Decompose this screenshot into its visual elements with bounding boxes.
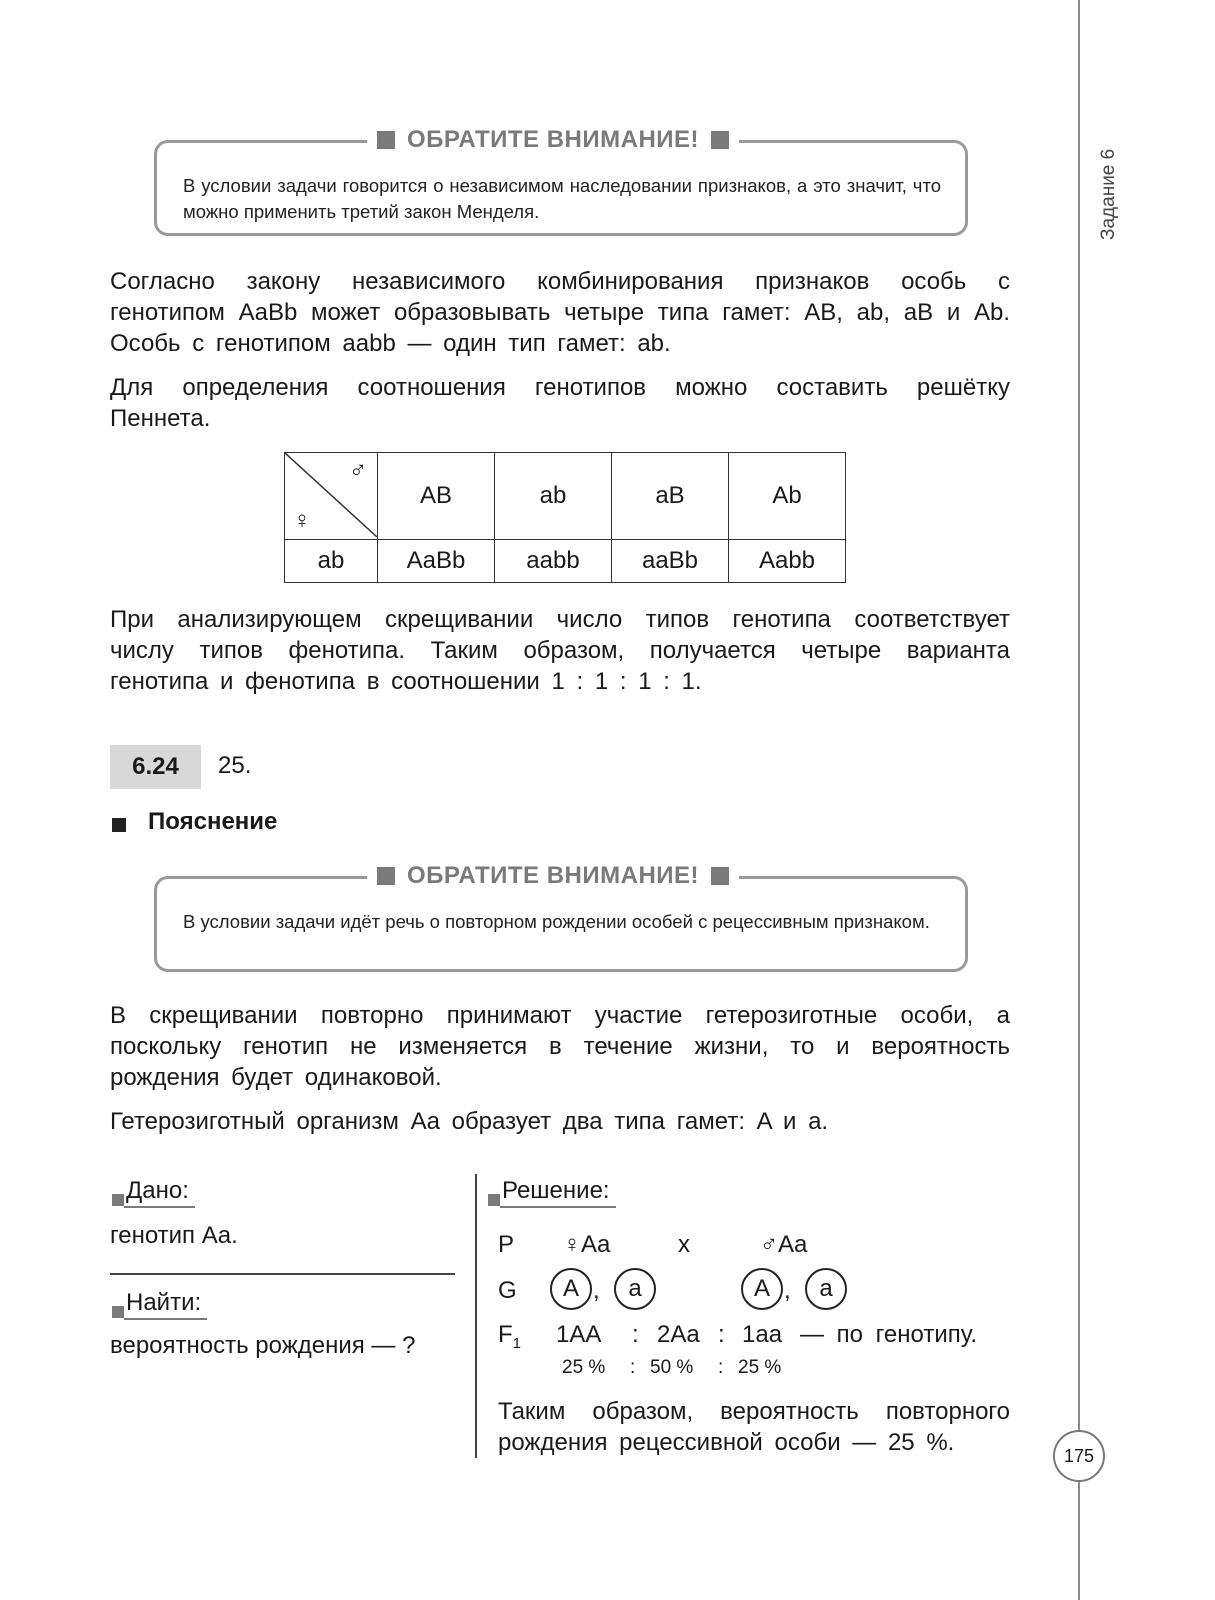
attention-title: ОБРАТИТЕ ВНИМАНИЕ! — [407, 862, 700, 889]
given-label: Дано: — [124, 1176, 195, 1208]
f1-letter: F — [498, 1321, 513, 1348]
task-number: 6.24 — [110, 745, 201, 789]
genotype-aa-dominant: 1AA — [556, 1321, 602, 1348]
attention-title: ОБРАТИТЕ ВНИМАНИЕ! — [407, 126, 700, 153]
paragraph-gamete-types: Гетерозиготный организм Aa образует два типа гамет: A и a. — [110, 1108, 829, 1135]
attention-text: В условии задачи говорится о независимом наследовании признаков, а это значит, что можно применить третий закон Менделя. — [183, 175, 941, 222]
attention-box-1 — [154, 126, 968, 236]
f1-subscript: 1 — [512, 1334, 522, 1352]
genotype-cell: Aabb — [729, 540, 846, 583]
gamete-circle: A — [741, 1268, 783, 1310]
genotype-aa-recessive: 1aa — [742, 1321, 783, 1348]
gametes-label: G — [498, 1277, 517, 1304]
gamete-header: aB — [612, 453, 729, 540]
task-answer: 25. — [218, 752, 252, 779]
comma: , — [784, 1277, 791, 1304]
percent-value: 25 % — [738, 1357, 782, 1378]
parents-label: P — [498, 1231, 515, 1258]
attention-box-2 — [154, 862, 968, 972]
paragraph-gametes: Согласно закону независимого комбинирования признаков особь с генотипом AaBb может образовывать четыре типа гамет: AB, ab, aB и Ab. Особь с генотипом aabb — один тип гамет: ab. — [110, 268, 1010, 357]
given-text: генотип Aa. — [110, 1222, 238, 1249]
f1-label — [498, 1321, 521, 1352]
square-bullet-icon — [112, 818, 126, 832]
genotype-aa-hetero: 2Aa — [657, 1321, 700, 1348]
gamete-header: AB — [378, 453, 495, 540]
section-label: Задание 6 — [1098, 148, 1119, 240]
margin-rule — [1078, 0, 1080, 1600]
gamete-circle: A — [550, 1268, 592, 1310]
comma: , — [593, 1277, 600, 1304]
find-header — [112, 1288, 207, 1320]
square-bullet-icon — [112, 1306, 124, 1318]
solution-header — [488, 1176, 616, 1208]
paragraph-punnett-intro: Для определения соотношения генотипов можно составить решётку Пеннета. — [110, 374, 1010, 432]
gamete-header: Ab — [729, 453, 846, 540]
female-symbol: ♀ — [293, 507, 311, 534]
paragraph-heterozygotes: В скрещивании повторно принимают участие гетерозиготные особи, а поскольку генотип не изменяется в течение жизни, то и вероятность рождения будет одинаковой. — [110, 1002, 1010, 1091]
female-parent: ♀Aa — [563, 1231, 611, 1258]
percent-value: 50 % — [650, 1357, 694, 1378]
solution-label: Решение: — [500, 1176, 616, 1208]
percent-value: 25 % — [562, 1357, 606, 1378]
ratio-separator: : — [632, 1321, 639, 1348]
square-bullet-icon — [711, 131, 729, 149]
genotype-cell: aabb — [495, 540, 612, 583]
given-header — [112, 1176, 195, 1208]
ratio-separator: : — [718, 1321, 725, 1348]
square-bullet-icon — [112, 1194, 124, 1206]
cross-sign: x — [678, 1231, 690, 1258]
solution-conclusion: Таким образом, вероятность повторного рождения рецессивной особи — 25 %. — [498, 1398, 1010, 1456]
find-text: вероятность рождения — ? — [110, 1332, 416, 1359]
male-symbol: ♂ — [349, 457, 367, 484]
attention-header-2 — [367, 861, 739, 891]
square-bullet-icon — [488, 1194, 500, 1206]
genotype-cell: aaBb — [612, 540, 729, 583]
attention-header-1 — [367, 125, 739, 155]
divider — [110, 1273, 455, 1275]
gamete-circle: a — [805, 1268, 847, 1310]
explanation-title: Пояснение — [148, 808, 278, 835]
paragraph-ratio: При анализирующем скрещивании число типов генотипа соответствует числу типов фенотипа. Таким образом, получается четыре варианта генотипа и фенотипа в соотношении 1 : 1 : 1 : 1. — [110, 606, 1010, 695]
punnett-corner — [285, 453, 378, 540]
ratio-separator: : — [718, 1357, 724, 1378]
solution-divider — [475, 1174, 477, 1458]
male-parent: ♂Aa — [760, 1231, 808, 1258]
gamete-header: ab — [495, 453, 612, 540]
attention-text: В условии задачи идёт речь о повторном рождении особей с рецессивным признаком. — [183, 911, 930, 932]
punnett-square — [284, 452, 846, 583]
genotype-suffix: — по генотипу. — [800, 1321, 977, 1348]
row-gamete: ab — [285, 540, 378, 583]
ratio-separator: : — [630, 1357, 636, 1378]
square-bullet-icon — [377, 867, 395, 885]
genotype-cell: AaBb — [378, 540, 495, 583]
find-label: Найти: — [124, 1288, 207, 1320]
square-bullet-icon — [711, 867, 729, 885]
gamete-circle: a — [614, 1268, 656, 1310]
square-bullet-icon — [377, 131, 395, 149]
page-number: 175 — [1053, 1430, 1105, 1482]
